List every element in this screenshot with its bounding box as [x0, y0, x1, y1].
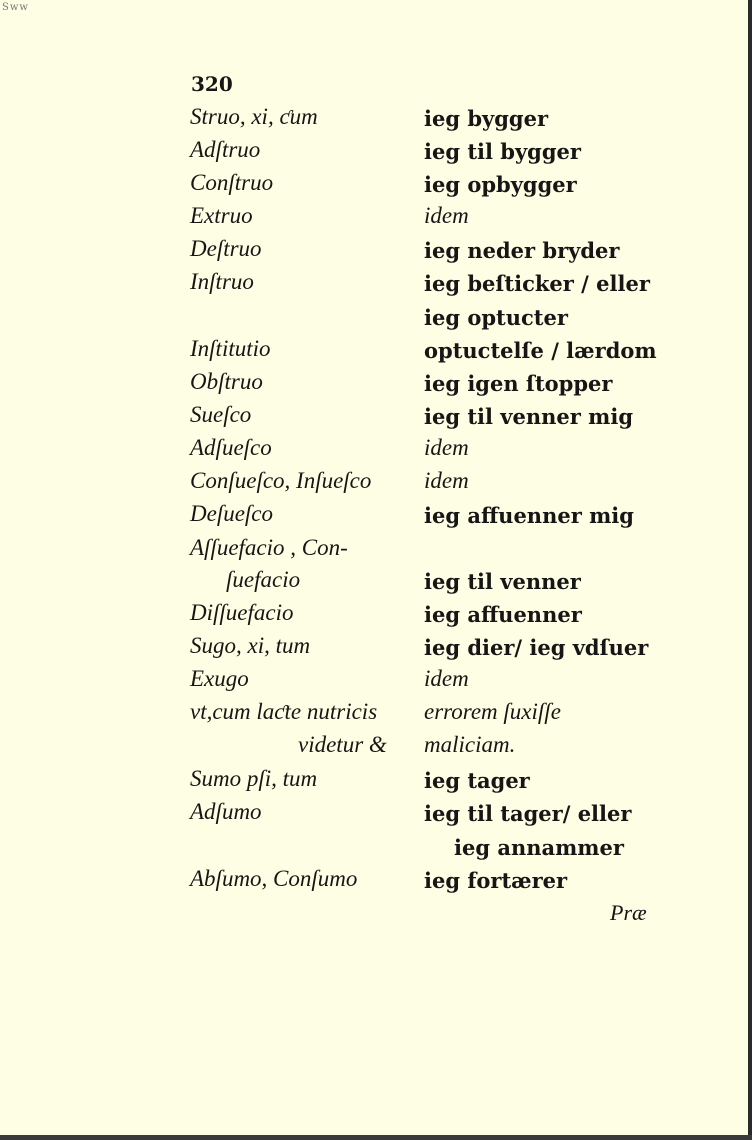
- danish-gloss: ieg neder bryder: [424, 238, 620, 263]
- entry-row: [0, 303, 752, 335]
- danish-gloss: ieg optucter: [424, 305, 568, 330]
- danish-gloss: ieg til bygger: [424, 139, 581, 164]
- danish-gloss: idem: [424, 435, 469, 460]
- entry-row: [0, 666, 752, 698]
- entry-row: [0, 866, 752, 898]
- latin-term: videtur &: [298, 732, 387, 757]
- latin-term: Sueſco: [190, 402, 252, 427]
- danish-gloss: idem: [424, 203, 469, 228]
- latin-term: Deſtruo: [190, 236, 262, 261]
- danish-gloss: idem: [424, 666, 469, 691]
- entry-row: [0, 699, 752, 731]
- danish-gloss: ieg annammer: [454, 835, 624, 860]
- latin-term: Sumo pſi, tum: [190, 766, 318, 791]
- danish-gloss: ieg bygger: [424, 106, 549, 131]
- entry-row: [0, 269, 752, 301]
- danish-gloss: idem: [424, 468, 469, 493]
- entry-row: [0, 435, 752, 467]
- latin-term: Adſtruo: [190, 137, 261, 162]
- latin-term: Conſueſco, Inſueſco: [190, 468, 372, 493]
- entry-row: [0, 336, 752, 368]
- danish-gloss: ieg dier/ ieg vdſuer: [424, 635, 649, 660]
- danish-gloss: ieg beſticker / eller: [424, 271, 650, 296]
- latin-term: Adſueſco: [190, 435, 272, 460]
- latin-term: Aſſuefacio , Con-: [190, 535, 348, 560]
- danish-gloss: ieg fortærer: [424, 868, 568, 893]
- entry-row: [0, 633, 752, 665]
- latin-term: Sugo, xi, tum: [190, 633, 311, 658]
- page-number: 320: [191, 72, 233, 96]
- latin-term: Abſumo, Conſumo: [190, 866, 358, 891]
- latin-term: Deſueſco: [190, 501, 274, 526]
- latin-term: Extruo: [190, 203, 253, 228]
- entry-row: [0, 402, 752, 434]
- latin-term: Adſumo: [190, 799, 262, 824]
- latin-term: Obſtruo: [190, 369, 263, 394]
- entry-row: [0, 203, 752, 235]
- danish-gloss: ieg opbygger: [424, 172, 577, 197]
- entry-row: [0, 535, 752, 567]
- latin-term: Struo, xi, ƈum: [190, 104, 318, 129]
- entry-row: [0, 567, 752, 599]
- latin-term: Inſtitutio: [190, 336, 271, 361]
- page-edge-bottom: [0, 1135, 752, 1140]
- danish-gloss: ieg til tager/ eller: [424, 801, 632, 826]
- entry-row: [0, 732, 752, 764]
- danish-gloss: maliciam.: [424, 732, 516, 757]
- latin-term: Inſtruo: [190, 269, 254, 294]
- page-edge-right: [748, 0, 752, 1140]
- entry-row: [0, 236, 752, 268]
- entry-row: [0, 137, 752, 169]
- danish-gloss: ieg til venner mig: [424, 404, 634, 429]
- corner-mark: Sww: [2, 2, 29, 13]
- latin-term: ſuefacio: [226, 567, 301, 592]
- danish-gloss: ieg affuenner: [424, 602, 582, 627]
- latin-term: vt,cum laƈte nutricis: [190, 699, 378, 724]
- latin-term: Conſtruo: [190, 170, 274, 195]
- danish-gloss: ieg igen ſtopper: [424, 371, 613, 396]
- entry-row: [0, 600, 752, 632]
- entry-row: [0, 833, 752, 865]
- latin-term: Exugo: [190, 666, 249, 691]
- danish-gloss: ieg til venner: [424, 569, 581, 594]
- entry-row: [0, 799, 752, 831]
- danish-gloss: ieg affuenner mig: [424, 503, 634, 528]
- latin-term: Diſſuefacio: [190, 600, 294, 625]
- danish-gloss: ieg tager: [424, 768, 530, 793]
- entry-row: [0, 104, 752, 136]
- catchword: Præ: [610, 900, 647, 925]
- danish-gloss: optuctelſe / lærdom: [424, 338, 657, 363]
- entry-row: [0, 170, 752, 202]
- entry-row: [0, 766, 752, 798]
- entry-row: [0, 501, 752, 533]
- entry-row: [0, 369, 752, 401]
- danish-gloss: errorem ſuxiſſe: [424, 699, 561, 724]
- entry-row: [0, 468, 752, 500]
